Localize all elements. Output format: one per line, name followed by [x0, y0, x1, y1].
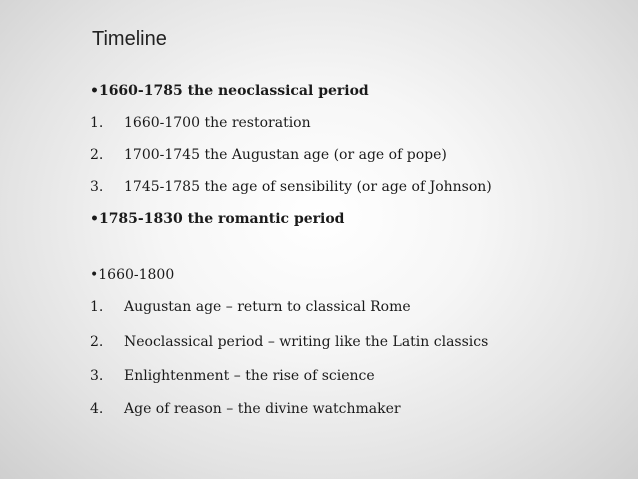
list-item — [90, 298, 411, 316]
list-text: 1745-1785 the age of sensibility (or age of Johnson) — [124, 179, 492, 195]
list-text: Neoclassical period – writing like the Latin classics — [124, 334, 489, 350]
list-item — [90, 178, 492, 196]
list-text: Augustan age – return to classical Rome — [124, 299, 411, 315]
list-number: 1. — [90, 115, 104, 131]
period-heading-romantic: •1785-1830 the romantic period — [90, 211, 345, 227]
list-text: 1700-1745 the Augustan age (or age of pope) — [124, 147, 447, 163]
list-number: 3. — [90, 368, 104, 384]
list-number: 3. — [90, 179, 104, 195]
list-text: Age of reason – the divine watchmaker — [124, 401, 401, 417]
list-number: 2. — [90, 334, 104, 350]
list-item — [90, 333, 488, 351]
list-text: 1660-1700 the restoration — [124, 115, 311, 131]
period-heading-1660-1800: •1660-1800 — [90, 267, 175, 283]
list-number: 2. — [90, 147, 104, 163]
period-heading-neoclassical: •1660-1785 the neoclassical period — [90, 83, 369, 99]
list-number: 1. — [90, 299, 104, 315]
list-number: 4. — [90, 401, 104, 417]
list-item — [90, 146, 447, 164]
list-item — [90, 400, 401, 418]
list-item — [90, 114, 311, 132]
list-item — [90, 367, 375, 385]
slide-title: Timeline — [92, 28, 167, 50]
list-text: Enlightenment – the rise of science — [124, 368, 375, 384]
